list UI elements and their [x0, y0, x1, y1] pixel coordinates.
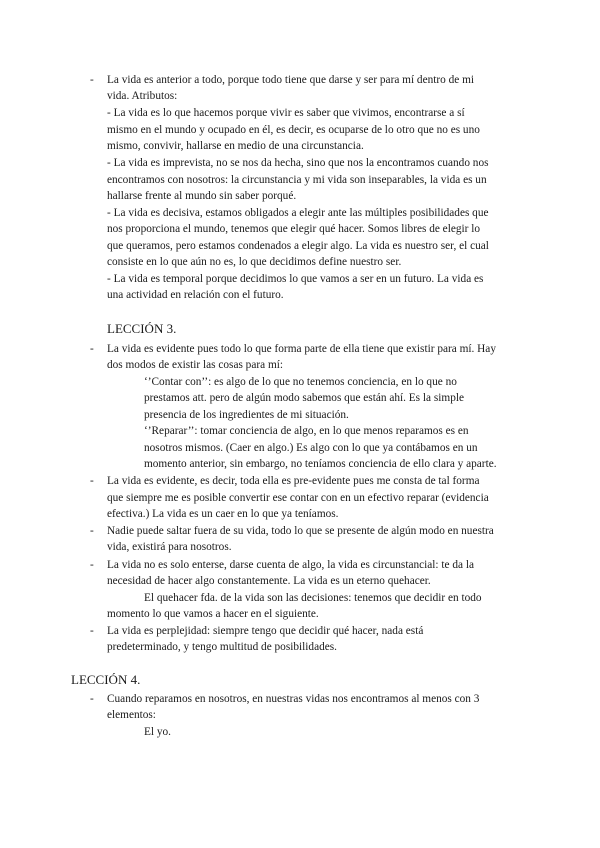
paragraph-line: La vida no es solo enterse, darse cuenta de algo, la vida es circunstancial: te da la — [107, 559, 474, 571]
paragraph-line: predeterminado, y tengo multitud de posibilidades. — [107, 641, 337, 653]
attribute-line: nos proporciona el mundo, tenemos que elegir qué hacer. Somos libres de elegir lo — [107, 223, 481, 235]
bullet-dash: - — [90, 625, 94, 637]
indented-line: ‘’Reparar’’: tomar conciencia de algo, en lo que menos reparamos es en — [144, 425, 469, 437]
indented-line: presencia de los ingredientes de mi situación. — [144, 409, 349, 421]
attribute-line: que queramos, pero estamos condenados a elegir algo. La vida es nuestro ser, el cual — [107, 240, 489, 252]
paragraph-line: elementos: — [107, 709, 156, 721]
indented-line: momento anterior, sin embargo, no teníamos conciencia de ello clara y aparte. — [144, 458, 497, 470]
indented-line: El quehacer fda. de la vida son las decisiones: tenemos que decidir en todo — [144, 592, 482, 604]
bullet-dash: - — [90, 343, 94, 355]
paragraph-line: que siempre me es posible convertir ese contar con en un efectivo reparar (evidencia — [107, 492, 489, 504]
attribute-line: encontramos con nosotros: la circunstancia y mi vida son inseparables, la vida es un — [107, 174, 487, 186]
paragraph-line: dos modos de existir las cosas para mí: — [107, 359, 284, 371]
attribute-line: - La vida es imprevista, no se nos da hecha, sino que nos la encontramos cuando nos — [107, 157, 489, 169]
indented-line: prestamos att. pero de algún modo sabemos que están ahí. Es la simple — [144, 392, 465, 404]
paragraph-line: efectiva.) La vida es un caer en lo que ya teníamos. — [107, 508, 339, 520]
bullet-dash: - — [90, 525, 94, 537]
paragraph-line: necesidad de hacer algo constantemente. La vida es un eterno quehacer. — [107, 575, 431, 587]
attribute-line: consiste en lo que aún no es, lo que decidimos define nuestro ser. — [107, 256, 402, 268]
paragraph-line: momento lo que vamos a hacer en el siguiente. — [107, 608, 319, 620]
bullet-dash: - — [90, 74, 94, 86]
bullet-dash: - — [90, 559, 94, 571]
attribute-line: mismo en el mundo y ocupado en él, es decir, es ocuparse de lo otro que no es uno — [107, 124, 480, 136]
paragraph-line: vida. Atributos: — [107, 90, 178, 102]
paragraph-line: Cuando reparamos en nosotros, en nuestras vidas nos encontramos al menos con 3 — [107, 693, 480, 705]
attribute-line: mismo, convivir, hallarse en medio de una circunstancia. — [107, 140, 364, 152]
paragraph-line: La vida es evidente pues todo lo que forma parte de ella tiene que existir para mí. Hay — [107, 343, 496, 355]
indented-line: ‘’Contar con’’: es algo de lo que no tenemos conciencia, en lo que no — [144, 376, 457, 388]
paragraph-line: Nadie puede saltar fuera de su vida, todo lo que se presente de algún modo en nuestra — [107, 525, 494, 537]
attribute-line: - La vida es lo que hacemos porque vivir es saber que vivimos, encontrarse a sí — [107, 107, 465, 119]
paragraph-line: La vida es evidente, es decir, toda ella es pre-evidente pues me consta de tal forma — [107, 475, 480, 487]
bullet-dash: - — [90, 693, 94, 705]
bullet-dash: - — [90, 475, 94, 487]
attribute-line: hallarse frente al mundo sin saber porqué. — [107, 190, 297, 202]
paragraph-line: La vida es perplejidad: siempre tengo que decidir qué hacer, nada está — [107, 625, 424, 637]
paragraph-line: vida, existirá para nosotros. — [107, 541, 232, 553]
section-heading-leccion-3: LECCIÓN 3. — [107, 321, 177, 336]
indented-line: El yo. — [144, 726, 171, 738]
indented-line: nosotros mismos. (Caer en algo.) Es algo con lo que ya contábamos en un — [144, 442, 478, 454]
section-heading-leccion-4: LECCIÓN 4. — [71, 672, 141, 687]
attribute-line: - La vida es temporal porque decidimos lo que vamos a ser en un futuro. La vida es — [107, 273, 484, 285]
paragraph-line: La vida es anterior a todo, porque todo tiene que darse y ser para mí dentro de mi — [107, 74, 475, 86]
attribute-line: - La vida es decisiva, estamos obligados a elegir ante las múltiples posibilidades que — [107, 207, 489, 219]
attribute-line: una actividad en relación con el futuro. — [107, 289, 284, 301]
